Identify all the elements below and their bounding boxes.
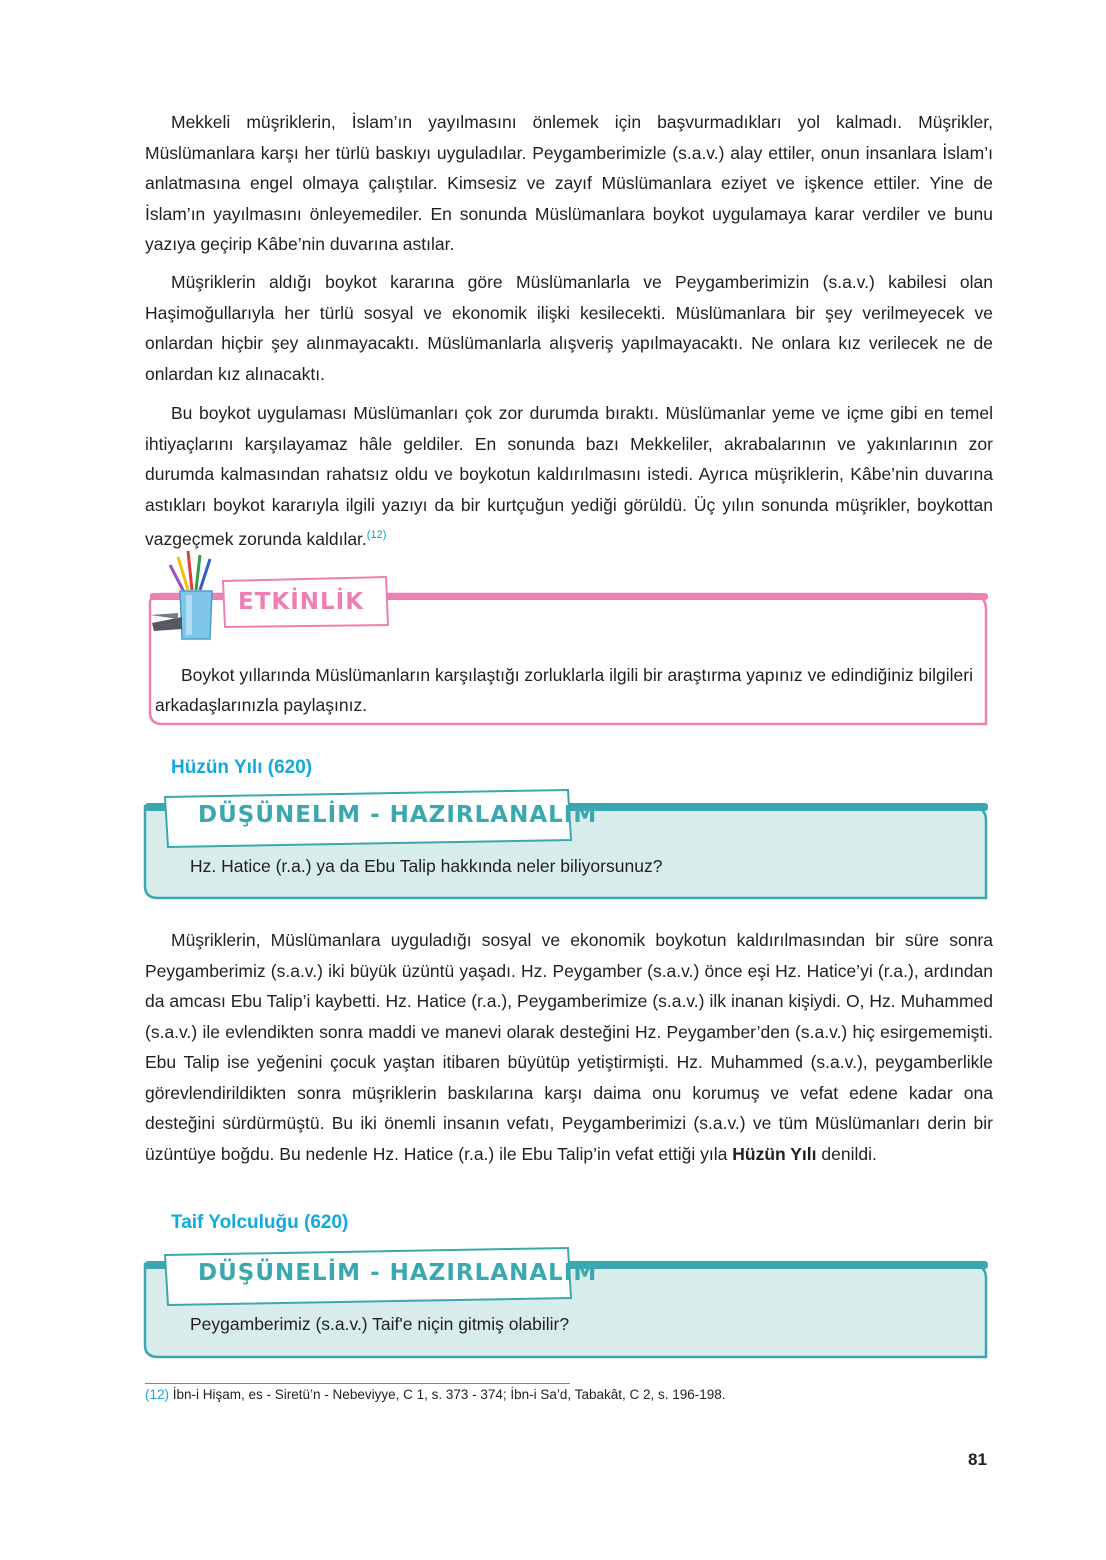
footnote-divider [145,1383,570,1384]
activity-text: Boykot yıllarında Müslümanların karşılaştığı zorluklarla ilgili bir araştırma yapınız ve edindiğiniz bilgileri arkadaşlarınızla paylaşınız. [155,665,973,715]
footnote-text: İbn-i Hişam, es - Siretü’n - Nebeviyye, C 1, s. 373 - 374; İbn-i Sa’d, Tabakât, C 2, s. 196-198. [169,1387,726,1402]
paragraph-huzun-yili-text: Müşriklerin, Müslümanlara uyguladığı sosyal ve ekonomik boykotun kaldırılmasından bir süre sonra Peygamberimiz (s.a.v.) iki büyük üzüntü yaşadı. Hz. Peygamber (s.a.v.) önce eşi Hz. Hatice’yi (r.a.), ardından da amcası Ebu Talip’i kaybetti. Hz. Hatice (r.a.), Peygamberimize (s.a.v.) ilk inanan kişiydi. O, Hz. Muhammed (s.a.v.) ile evlendikten sonra maddi ve manevi olarak desteğini Hz. Peygamber’den (s.a.v.) hiç esirgememişti. Ebu Talip ise yeğenini çocuk yaştan itibaren büyütüp yetiştirmişti. Hz. Muhammed (s.a.v.), peygamberlikle görevlendirildikten sonra müşriklerin baskılarına karşı daima onu korumuş ve vefat edene kadar ona desteğini sürdürmüştü. Bu iki önemli insanın vefatı, Peygamberimizi (s.a.v.) ve tüm Müslümanları derin bir üzüntüye boğdu. Bu nedenle Hz. Hatice (r.a.) ile Ebu Talip’in vefat ettiği yıla [145,930,993,1164]
paragraph-huzun-yili-end: denildi. [816,1143,877,1164]
think-box-1-question: Hz. Hatice (r.a.) ya da Ebu Talip hakkında neler biliyorsunuz? [190,856,663,876]
think-box-2-label: DÜŞÜNELİM - HAZIRLANALIM [198,1260,598,1286]
paragraph-huzun-yili-bold: Hüzün Yılı [732,1143,817,1164]
paragraph-boycott-intro: Mekkeli müşriklerin, İslam’ın yayılmasını önlemek için başvurmadıkları yol kalmadı. Müşrikler, Müslümanlara karşı her türlü baskıyı uyguladılar. Peygamberimizle (s.a.v.) alay ettiler, onun insanlara İslam’ı anlatmasına engel olmaya çalıştılar. Kimsesiz ve zayıf Müslümanlara eziyet ve işkence ettiler. Yine de İslam’ın yayılmasını önleyemediler. En sonunda Müslümanlara boykot uygulamaya karar verdiler ve bunu yazıya geçirip Kâbe’nin duvarına astılar. [145,112,993,254]
think-box-2-question: Peygamberimiz (s.a.v.) Taif'e niçin gitmiş olabilir? [190,1314,570,1334]
section-title-huzun-yili: Hüzün Yılı (620) [171,757,313,778]
page-number: 81 [968,1450,987,1469]
paragraph-boycott-decision: Müşriklerin aldığı boykot kararına göre Müslümanlarla ve Peygamberimizin (s.a.v.) kabilesi olan Haşimoğullarıyla her türlü sosyal ve ekonomik ilişki kesilecekti. Müslümanlara bir şey verilmeyecek ve onlardan hiçbir şey alınmayacaktı. Müslümanlarla alışveriş yapılmayacaktı. Ne onlara kız verilecek ne de onlardan kız alınacaktı. [145,272,993,384]
footnote-reference[interactable]: (12) [366,529,387,541]
think-box-1-label: DÜŞÜNELİM - HAZIRLANALIM [198,802,598,828]
paragraph-boycott-end-text: Bu boykot uygulaması Müslümanları çok zor durumda bıraktı. Müslümanlar yeme ve içme gibi en temel ihtiyaçlarını karşılayamaz hâle geldiler. En sonunda bazı Mekkeliler, akrabalarının ve yakınlarının zor durumda kalmasından rahatsız oldu ve boykotun kaldırılmasını istedi. Ayrıca müşriklerin, Kâbe’nin duvarına astıkları boykot kararıyla ilgili yazıyı da bir kurtçuğun yediği görüldü. Üç yılın sonunda müşrikler, boykottan vazgeçmek zorunda kaldılar. [145,403,993,549]
footnote [145,1387,726,1402]
footnote-number: (12) [145,1387,170,1402]
section-title-taif: Taif Yolculuğu (620) [171,1212,349,1233]
activity-label: ETKİNLİK [238,589,365,615]
